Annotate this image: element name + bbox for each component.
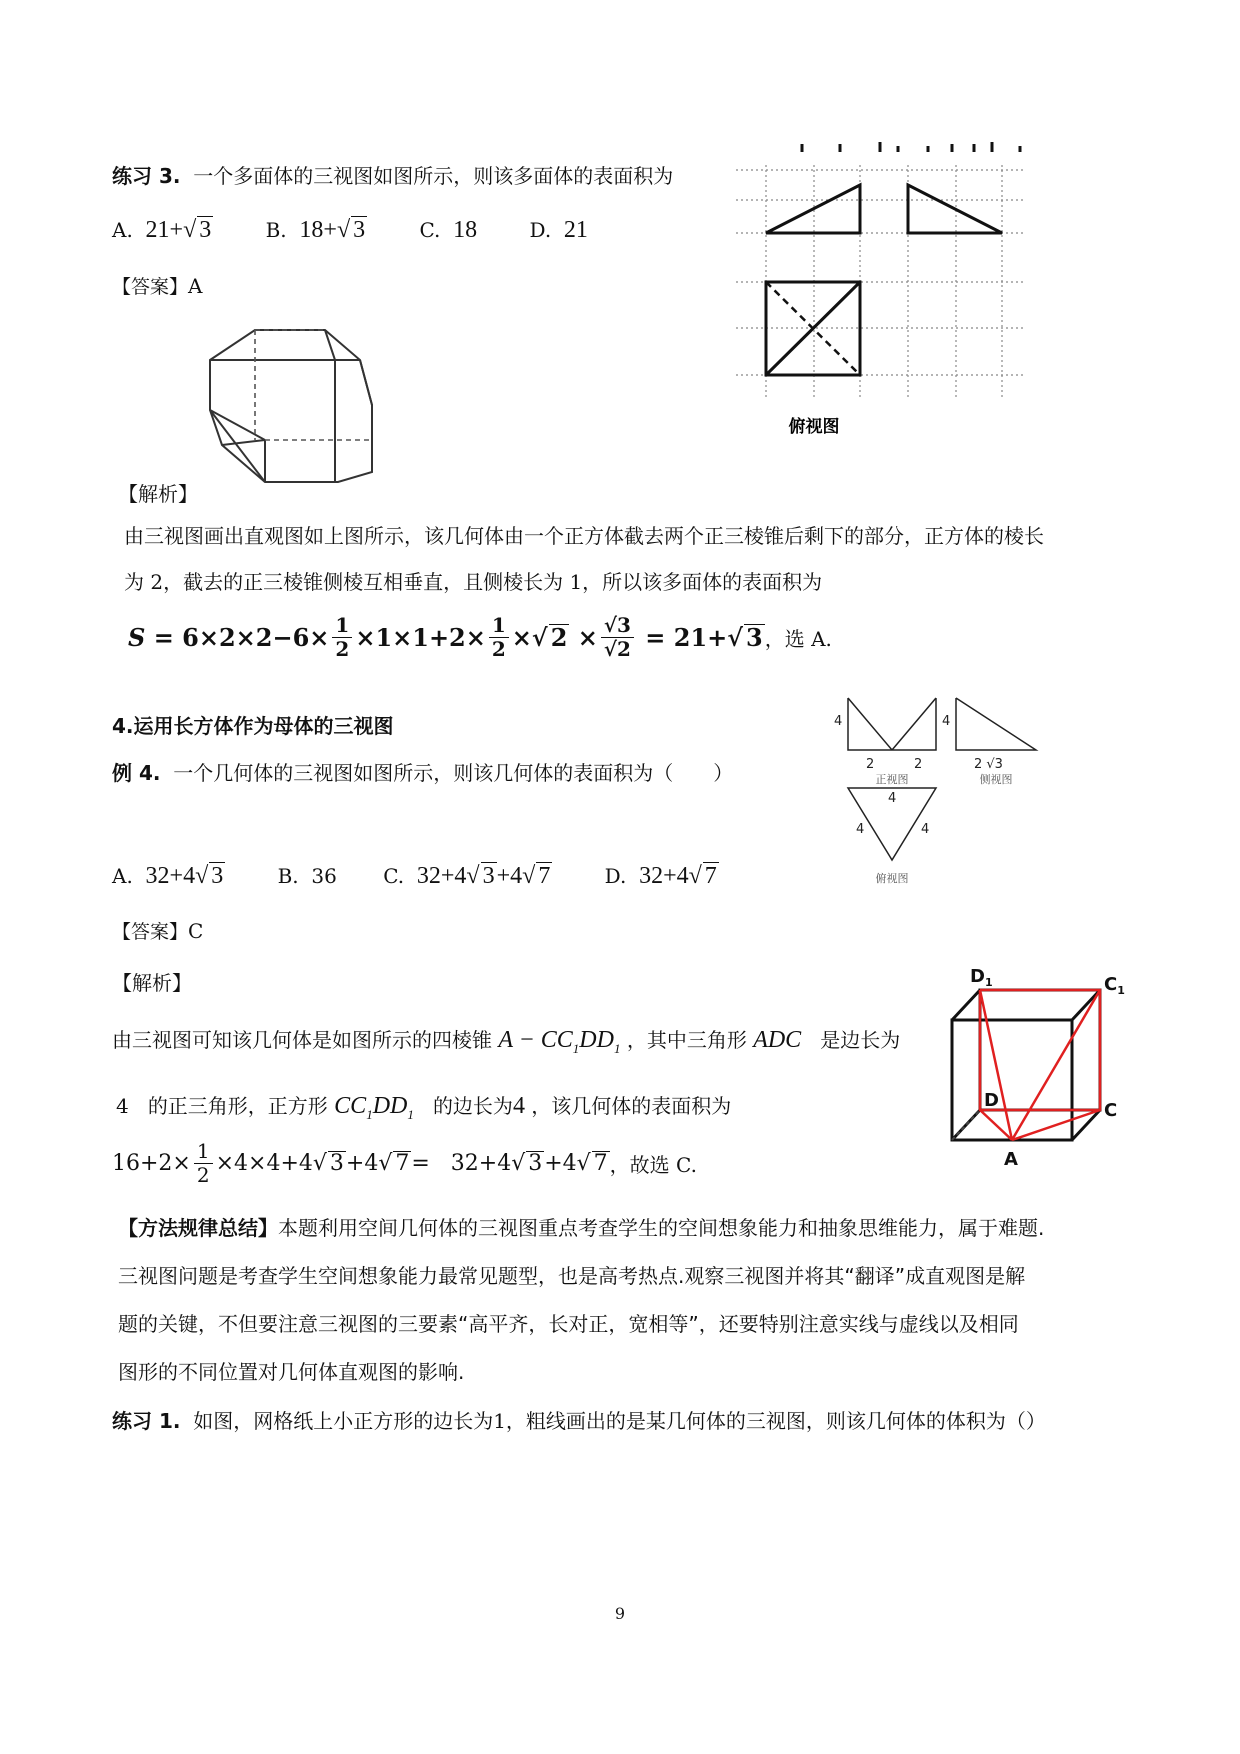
svg-text:4: 4 <box>942 714 951 729</box>
svg-text:2 √3: 2 √3 <box>974 757 1003 772</box>
practice3-analysis-line1: 由三视图画出直观图如上图所示，该几何体由一个正方体截去两个正三棱锥后剩下的部分，正方体的棱长 <box>124 524 1044 548</box>
svg-text:2: 2 <box>914 757 923 772</box>
label-a: A <box>1004 1149 1018 1170</box>
label-c: C <box>1104 1100 1118 1121</box>
example4-analysis-line2: 4 的正三角形，正方形 $CC_1DD_1$ 的边长为4 ，该几何体的表面积为 <box>116 1093 732 1122</box>
practice1-question <box>112 1405 1046 1434</box>
practice3-answer: 【答案】A <box>112 274 203 298</box>
example4-three-view <box>826 690 1056 900</box>
polyhedron-figure <box>200 320 400 495</box>
summary-line3: 题的关键，不但要注意三视图的三要素“高平齐，长对正，宽相等”，还要特别注意实线与虚线以及相同 <box>118 1312 1019 1336</box>
label-d: D <box>984 1090 999 1111</box>
summary-line2: 三视图问题是考查学生空间想象能力最常见题型，也是高考热点.观察三视图并将其“翻译”成直观图是解 <box>118 1264 1026 1288</box>
practice3-option-c[interactable]: C. 18 <box>419 217 478 243</box>
example4-question <box>112 757 733 786</box>
practice3-analysis-line2: 为 2，截去的正三棱锥侧棱互相垂直，且侧棱长为 1，所以该多面体的表面积为 <box>124 570 823 594</box>
example4-analysis-label: 【解析】 <box>112 971 192 995</box>
summary-line1: 【方法规律总结】本题利用空间几何体的三视图重点考查学生的空间想象能力和抽象思维能力，属于难题. <box>118 1216 1045 1240</box>
page-number: 9 <box>614 1604 626 1623</box>
summary-line4: 图形的不同位置对几何体直观图的影响. <box>118 1360 465 1384</box>
example4-formula: 16+2× $\frac{1}{2}$ ×4×4+4√ 3 +4√ 7 = 32+4√ 3 +4√ 7 ，故选 C. <box>112 1139 697 1187</box>
svg-text:2: 2 <box>866 757 875 772</box>
practice1-label: 练习 1. <box>112 1409 181 1433</box>
svg-text:4: 4 <box>834 714 843 729</box>
summary-label: 【方法规律总结】 <box>118 1216 278 1240</box>
practice3-option-b[interactable]: B. 18+√ 3 <box>265 217 366 243</box>
svg-text:4: 4 <box>921 822 930 837</box>
label-d1: $D_1$ <box>970 966 993 989</box>
practice3-options <box>112 216 634 244</box>
practice3-option-a[interactable]: A. 21+√ 3 <box>112 217 212 243</box>
example4-text: 一个几何体的三视图如图所示，则该几何体的表面积为（ ） <box>173 761 734 785</box>
example4-option-d[interactable]: D. 32+4√ 7 <box>604 863 717 889</box>
example4-answer: 【答案】C <box>112 919 204 943</box>
top-view-label: 俯视图 <box>875 872 909 885</box>
svg-text:4: 4 <box>856 822 865 837</box>
example4-options <box>112 862 765 890</box>
section4-heading: 4.运用长方体作为母体的三视图 <box>112 714 394 738</box>
side-view-label: 侧视图 <box>979 773 1013 786</box>
example4-analysis-line1: 由三视图可知该几何体是如图所示的四棱锥 $A - CC_1DD_1$ ，其中三角形 ADC 是边长为 <box>112 1027 901 1056</box>
practice3-top-view-label: 俯视图 <box>788 417 840 437</box>
practice3-formula-suffix: ，选 A. <box>764 627 832 651</box>
example4-cube-figure <box>940 960 1150 1190</box>
example4-label: 例 4. <box>112 761 161 785</box>
practice3-option-d[interactable]: D. 21 <box>529 217 588 243</box>
practice3-text: 一个多面体的三视图如图所示，则该多面体的表面积为 <box>193 164 674 188</box>
example4-formula-suffix: ，故选 C. <box>609 1153 697 1177</box>
practice3-three-view <box>730 140 1030 440</box>
example4-option-c[interactable]: C. 32+4√ 3+4√ 7 <box>383 863 551 889</box>
example4-option-a[interactable]: A. 32+4√ 3 <box>112 863 224 889</box>
front-view-label: 正视图 <box>875 773 909 786</box>
example4-option-b[interactable]: B. 36 <box>277 864 337 888</box>
practice1-text: 如图，网格纸上小正方形的边长为1，粗线画出的是某几何体的三视图，则该几何体的体积为（） <box>193 1409 1046 1433</box>
practice3-label: 练习 3. <box>112 164 181 188</box>
practice3-analysis-label: 【解析】 <box>118 482 198 506</box>
label-c1: $C_1$ <box>1104 974 1125 997</box>
svg-text:4: 4 <box>888 791 897 806</box>
practice3-formula: S = 6×2×2−6× $\frac{1}{2}$ ×1×1+2× $\frac{1}{2}$ ×√ 2 × $\frac{√3}{√2}$ = 21+√ 3 ，选 A. <box>128 613 832 661</box>
practice3-question <box>112 160 673 189</box>
